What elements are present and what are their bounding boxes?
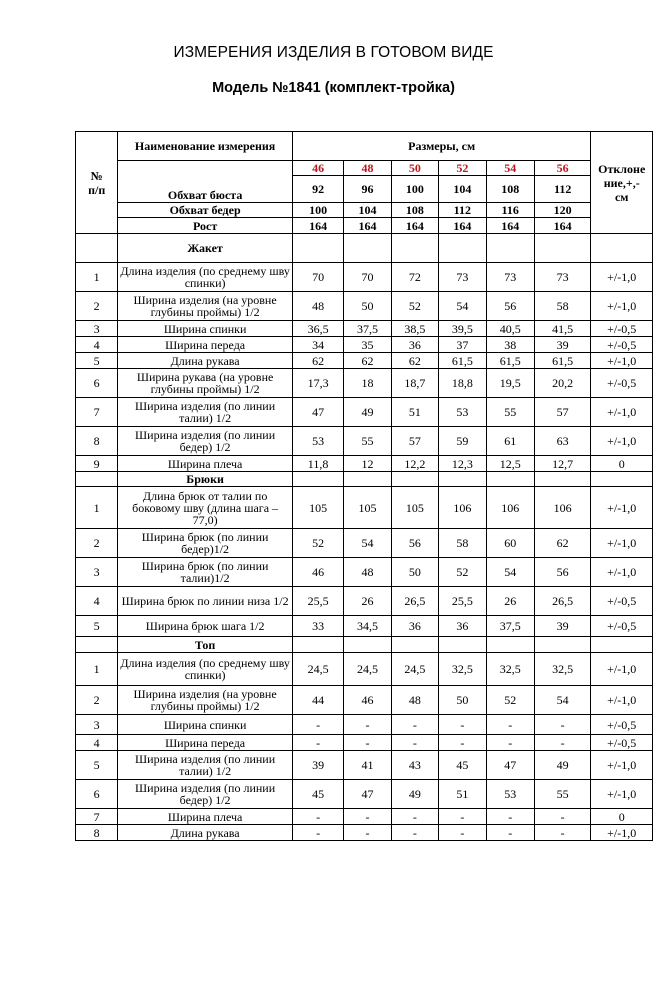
size-value: 52 [439, 558, 486, 587]
size-value: 106 [439, 487, 486, 529]
size-value: 54 [344, 529, 391, 558]
size-value: - [534, 809, 591, 825]
table-row [76, 715, 653, 735]
empty-cell [344, 637, 391, 653]
size-value: 47 [292, 398, 343, 427]
deviation-header: Отклоне ние,+,- см [591, 132, 653, 234]
size-value: 50 [439, 686, 486, 715]
hips-row [76, 203, 653, 218]
size-value: 106 [534, 487, 591, 529]
table-row [76, 809, 653, 825]
section-title-row [76, 234, 653, 263]
size-value: 49 [391, 780, 438, 809]
measurement-name: Ширина изделия (на уровне глубины проймы) 1/2 [118, 292, 293, 321]
size-value: 53 [486, 780, 534, 809]
height-row [76, 218, 653, 234]
empty-cell [534, 637, 591, 653]
size-value: - [439, 825, 486, 841]
hips-value: 100 [292, 203, 343, 218]
size-value: 32,5 [486, 653, 534, 686]
measurement-name: Длина брюк от талии по боковому шву (длина шага – 77,0) [118, 487, 293, 529]
hips-value: 104 [344, 203, 391, 218]
table-row [76, 337, 653, 353]
size-value: 36,5 [292, 321, 343, 337]
size-value: - [292, 715, 343, 735]
section-title: Топ [118, 637, 293, 653]
size-value: 38 [486, 337, 534, 353]
size-value: - [292, 735, 343, 751]
size-value: 61,5 [486, 353, 534, 369]
size-value: 36 [439, 616, 486, 637]
size-value: 73 [534, 263, 591, 292]
empty-cell [591, 472, 653, 487]
row-number: 3 [76, 321, 118, 337]
section-title-row [76, 637, 653, 653]
size-56: 56 [534, 161, 591, 176]
size-value: 39,5 [439, 321, 486, 337]
size-value: 56 [391, 529, 438, 558]
size-value: - [344, 715, 391, 735]
size-value: 17,3 [292, 369, 343, 398]
size-value: 61,5 [439, 353, 486, 369]
empty-cell [391, 234, 438, 263]
size-value: 105 [391, 487, 438, 529]
empty-cell [439, 472, 486, 487]
empty-cell [292, 472, 343, 487]
row-number: 1 [76, 487, 118, 529]
size-value: 12,7 [534, 456, 591, 472]
size-value: - [344, 735, 391, 751]
size-value: 45 [439, 751, 486, 780]
height-value: 164 [391, 218, 438, 234]
size-value: 39 [534, 616, 591, 637]
page-subtitle: Модель №1841 (комплект-тройка) [212, 80, 455, 96]
table-row [76, 427, 653, 456]
deviation-value: +/-0,5 [591, 735, 653, 751]
row-number: 7 [76, 398, 118, 427]
measurement-name: Ширина изделия (на уровне глубины проймы) 1/2 [118, 686, 293, 715]
row-number: 1 [76, 263, 118, 292]
table-row [76, 653, 653, 686]
size-value: - [534, 825, 591, 841]
height-value: 164 [439, 218, 486, 234]
deviation-value: +/-1,0 [591, 427, 653, 456]
size-value: 61,5 [534, 353, 591, 369]
table-row [76, 353, 653, 369]
bust-value: 112 [534, 176, 591, 203]
size-value: 37,5 [344, 321, 391, 337]
size-value: 12,2 [391, 456, 438, 472]
size-value: 50 [344, 292, 391, 321]
size-value: 52 [391, 292, 438, 321]
row-number: 3 [76, 558, 118, 587]
size-value: 39 [534, 337, 591, 353]
table-row [76, 751, 653, 780]
table-row [76, 456, 653, 472]
deviation-value: +/-1,0 [591, 398, 653, 427]
size-value: 62 [292, 353, 343, 369]
measurement-name: Ширина брюк (по линии талии)1/2 [118, 558, 293, 587]
section-title-row [76, 472, 653, 487]
table-row [76, 735, 653, 751]
row-number: 8 [76, 825, 118, 841]
table-row [76, 780, 653, 809]
size-value: 53 [292, 427, 343, 456]
size-value: 105 [344, 487, 391, 529]
row-number: 4 [76, 587, 118, 616]
sizes-header: Размеры, см [292, 132, 591, 161]
size-value: 33 [292, 616, 343, 637]
size-value: 58 [439, 529, 486, 558]
measurement-name: Длина изделия (по среднему шву спинки) [118, 653, 293, 686]
size-value: 49 [344, 398, 391, 427]
size-value: 46 [292, 558, 343, 587]
measurement-name: Ширина изделия (по линии бедер) 1/2 [118, 427, 293, 456]
table-row [76, 292, 653, 321]
size-value: 37 [439, 337, 486, 353]
table-row [76, 686, 653, 715]
section-num-cell [76, 472, 118, 487]
size-value: 55 [486, 398, 534, 427]
deviation-value: +/-1,0 [591, 353, 653, 369]
size-value: 36 [391, 616, 438, 637]
size-value: 32,5 [534, 653, 591, 686]
size-value: 26,5 [391, 587, 438, 616]
measurement-name: Ширина плеча [118, 809, 293, 825]
size-value: 26 [486, 587, 534, 616]
row-number: 7 [76, 809, 118, 825]
height-value: 164 [486, 218, 534, 234]
measurement-name: Ширина изделия (по линии бедер) 1/2 [118, 780, 293, 809]
size-value: - [439, 735, 486, 751]
measurement-name: Ширина брюк (по линии бедер)1/2 [118, 529, 293, 558]
size-value: - [292, 825, 343, 841]
deviation-value: +/-1,0 [591, 529, 653, 558]
row-number: 2 [76, 292, 118, 321]
size-value: - [391, 715, 438, 735]
size-value: - [534, 715, 591, 735]
size-value: 49 [534, 751, 591, 780]
size-value: - [391, 825, 438, 841]
size-value: - [344, 825, 391, 841]
size-value: 12,3 [439, 456, 486, 472]
size-value: 45 [292, 780, 343, 809]
table-row [76, 825, 653, 841]
hips-value: 116 [486, 203, 534, 218]
size-value: 56 [534, 558, 591, 587]
size-number-row [76, 161, 653, 176]
section-num-cell [76, 234, 118, 263]
deviation-value: 0 [591, 456, 653, 472]
size-value: 12 [344, 456, 391, 472]
deviation-value: +/-1,0 [591, 825, 653, 841]
size-value: 52 [486, 686, 534, 715]
size-value: 55 [344, 427, 391, 456]
measurement-name: Ширина изделия (по линии талии) 1/2 [118, 398, 293, 427]
size-value: 62 [344, 353, 391, 369]
name-header: Наименование измерения [118, 132, 293, 161]
size-value: 63 [534, 427, 591, 456]
deviation-value: +/-1,0 [591, 686, 653, 715]
row-number: 2 [76, 529, 118, 558]
height-value: 164 [344, 218, 391, 234]
empty-cell [344, 234, 391, 263]
row-number: 5 [76, 353, 118, 369]
empty-cell [486, 472, 534, 487]
empty-cell [292, 637, 343, 653]
deviation-value: +/-0,5 [591, 321, 653, 337]
deviation-value: +/-1,0 [591, 780, 653, 809]
measurement-name: Длина рукава [118, 353, 293, 369]
height-label: Рост [118, 218, 293, 234]
size-value: 53 [439, 398, 486, 427]
size-value: 18 [344, 369, 391, 398]
size-value: - [344, 809, 391, 825]
measurement-name: Ширина рукава (на уровне глубины проймы) 1/2 [118, 369, 293, 398]
size-value: - [439, 715, 486, 735]
size-value: 70 [344, 263, 391, 292]
size-value: 26,5 [534, 587, 591, 616]
empty-cell [534, 234, 591, 263]
size-52: 52 [439, 161, 486, 176]
size-value: - [391, 809, 438, 825]
size-value: 48 [292, 292, 343, 321]
size-value: - [534, 735, 591, 751]
size-value: 34 [292, 337, 343, 353]
empty-cell [391, 472, 438, 487]
table-row [76, 587, 653, 616]
row-number: 6 [76, 780, 118, 809]
size-value: 106 [486, 487, 534, 529]
size-50: 50 [391, 161, 438, 176]
empty-cell [591, 234, 653, 263]
deviation-value: +/-0,5 [591, 369, 653, 398]
hips-value: 108 [391, 203, 438, 218]
deviation-value: +/-1,0 [591, 558, 653, 587]
size-value: 46 [344, 686, 391, 715]
deviation-value: +/-1,0 [591, 751, 653, 780]
size-value: 57 [391, 427, 438, 456]
size-value: 11,8 [292, 456, 343, 472]
size-value: 19,5 [486, 369, 534, 398]
size-value: 38,5 [391, 321, 438, 337]
height-value: 164 [534, 218, 591, 234]
row-number: 6 [76, 369, 118, 398]
hips-value: 112 [439, 203, 486, 218]
size-value: 47 [344, 780, 391, 809]
row-number: 5 [76, 751, 118, 780]
bust-value: 96 [344, 176, 391, 203]
size-value: - [439, 809, 486, 825]
size-value: 26 [344, 587, 391, 616]
table-row [76, 529, 653, 558]
size-value: 24,5 [292, 653, 343, 686]
measurement-name: Длина изделия (по среднему шву спинки) [118, 263, 293, 292]
section-title: Брюки [118, 472, 293, 487]
table-row [76, 369, 653, 398]
size-value: 54 [486, 558, 534, 587]
table-row [76, 558, 653, 587]
size-value: 40,5 [486, 321, 534, 337]
row-number: 9 [76, 456, 118, 472]
size-value: 41,5 [534, 321, 591, 337]
bust-value: 104 [439, 176, 486, 203]
table-row [76, 263, 653, 292]
row-number: 8 [76, 427, 118, 456]
size-value: 47 [486, 751, 534, 780]
size-value: 25,5 [439, 587, 486, 616]
size-value: 61 [486, 427, 534, 456]
empty-cell [439, 637, 486, 653]
size-value: - [486, 735, 534, 751]
size-value: 62 [391, 353, 438, 369]
bust-value: 92 [292, 176, 343, 203]
measurement-name: Ширина брюк по линии низа 1/2 [118, 587, 293, 616]
height-value: 164 [292, 218, 343, 234]
deviation-value: 0 [591, 809, 653, 825]
size-value: 73 [486, 263, 534, 292]
deviation-value: +/-1,0 [591, 487, 653, 529]
size-value: - [486, 715, 534, 735]
section-title: Жакет [118, 234, 293, 263]
size-value: 43 [391, 751, 438, 780]
size-value: 51 [439, 780, 486, 809]
size-value: 62 [534, 529, 591, 558]
table-row [76, 398, 653, 427]
deviation-value: +/-0,5 [591, 715, 653, 735]
size-value: 18,8 [439, 369, 486, 398]
size-value: 34,5 [344, 616, 391, 637]
empty-cell [534, 472, 591, 487]
empty-cell [439, 234, 486, 263]
measurement-name: Ширина брюк шага 1/2 [118, 616, 293, 637]
measurement-name: Ширина спинки [118, 715, 293, 735]
size-value: 37,5 [486, 616, 534, 637]
size-value: 54 [439, 292, 486, 321]
size-value: 35 [344, 337, 391, 353]
size-value: 54 [534, 686, 591, 715]
num-header: № п/п [76, 132, 118, 234]
size-value: 44 [292, 686, 343, 715]
size-value: 50 [391, 558, 438, 587]
page-title: ИЗМЕРЕНИЯ ИЗДЕЛИЯ В ГОТОВОМ ВИДЕ [173, 44, 494, 61]
size-value: 48 [391, 686, 438, 715]
size-value: 32,5 [439, 653, 486, 686]
size-54: 54 [486, 161, 534, 176]
size-value: - [486, 825, 534, 841]
size-value: - [391, 735, 438, 751]
table-row [76, 487, 653, 529]
row-number: 4 [76, 337, 118, 353]
size-value: 56 [486, 292, 534, 321]
measurement-name: Ширина переда [118, 735, 293, 751]
empty-cell [391, 637, 438, 653]
size-value: 41 [344, 751, 391, 780]
header-row-top [76, 132, 653, 161]
size-value: 24,5 [391, 653, 438, 686]
measurement-name: Длина рукава [118, 825, 293, 841]
empty-cell [486, 234, 534, 263]
row-number: 2 [76, 686, 118, 715]
deviation-value: +/-0,5 [591, 587, 653, 616]
size-value: 57 [534, 398, 591, 427]
hips-label: Обхват бедер [118, 203, 293, 218]
measurement-name: Ширина переда [118, 337, 293, 353]
size-value: 58 [534, 292, 591, 321]
size-value: 105 [292, 487, 343, 529]
deviation-value: +/-1,0 [591, 653, 653, 686]
size-value: 12,5 [486, 456, 534, 472]
empty-cell [591, 637, 653, 653]
row-number: 4 [76, 735, 118, 751]
size-value: 48 [344, 558, 391, 587]
size-value: 59 [439, 427, 486, 456]
deviation-value: +/-0,5 [591, 337, 653, 353]
deviation-value: +/-1,0 [591, 263, 653, 292]
empty-cell [344, 472, 391, 487]
size-value: 60 [486, 529, 534, 558]
size-value: 72 [391, 263, 438, 292]
size-value: 52 [292, 529, 343, 558]
deviation-value: +/-0,5 [591, 616, 653, 637]
size-value: 70 [292, 263, 343, 292]
size-value: 20,2 [534, 369, 591, 398]
bust-label: Обхват бюста [118, 161, 293, 203]
empty-cell [486, 637, 534, 653]
size-46: 46 [292, 161, 343, 176]
row-number: 5 [76, 616, 118, 637]
table-row [76, 321, 653, 337]
measurements-table [75, 131, 653, 841]
hips-value: 120 [534, 203, 591, 218]
measurement-name: Ширина спинки [118, 321, 293, 337]
size-value: - [486, 809, 534, 825]
size-value: 51 [391, 398, 438, 427]
size-48: 48 [344, 161, 391, 176]
size-value: 18,7 [391, 369, 438, 398]
section-num-cell [76, 637, 118, 653]
size-value: - [292, 809, 343, 825]
size-value: 24,5 [344, 653, 391, 686]
bust-value: 108 [486, 176, 534, 203]
size-value: 36 [391, 337, 438, 353]
size-value: 73 [439, 263, 486, 292]
row-number: 1 [76, 653, 118, 686]
size-value: 25,5 [292, 587, 343, 616]
empty-cell [292, 234, 343, 263]
row-number: 3 [76, 715, 118, 735]
table-row [76, 616, 653, 637]
deviation-value: +/-1,0 [591, 292, 653, 321]
measurement-name: Ширина плеча [118, 456, 293, 472]
size-value: 39 [292, 751, 343, 780]
size-value: 55 [534, 780, 591, 809]
measurement-name: Ширина изделия (по линии талии) 1/2 [118, 751, 293, 780]
bust-value: 100 [391, 176, 438, 203]
